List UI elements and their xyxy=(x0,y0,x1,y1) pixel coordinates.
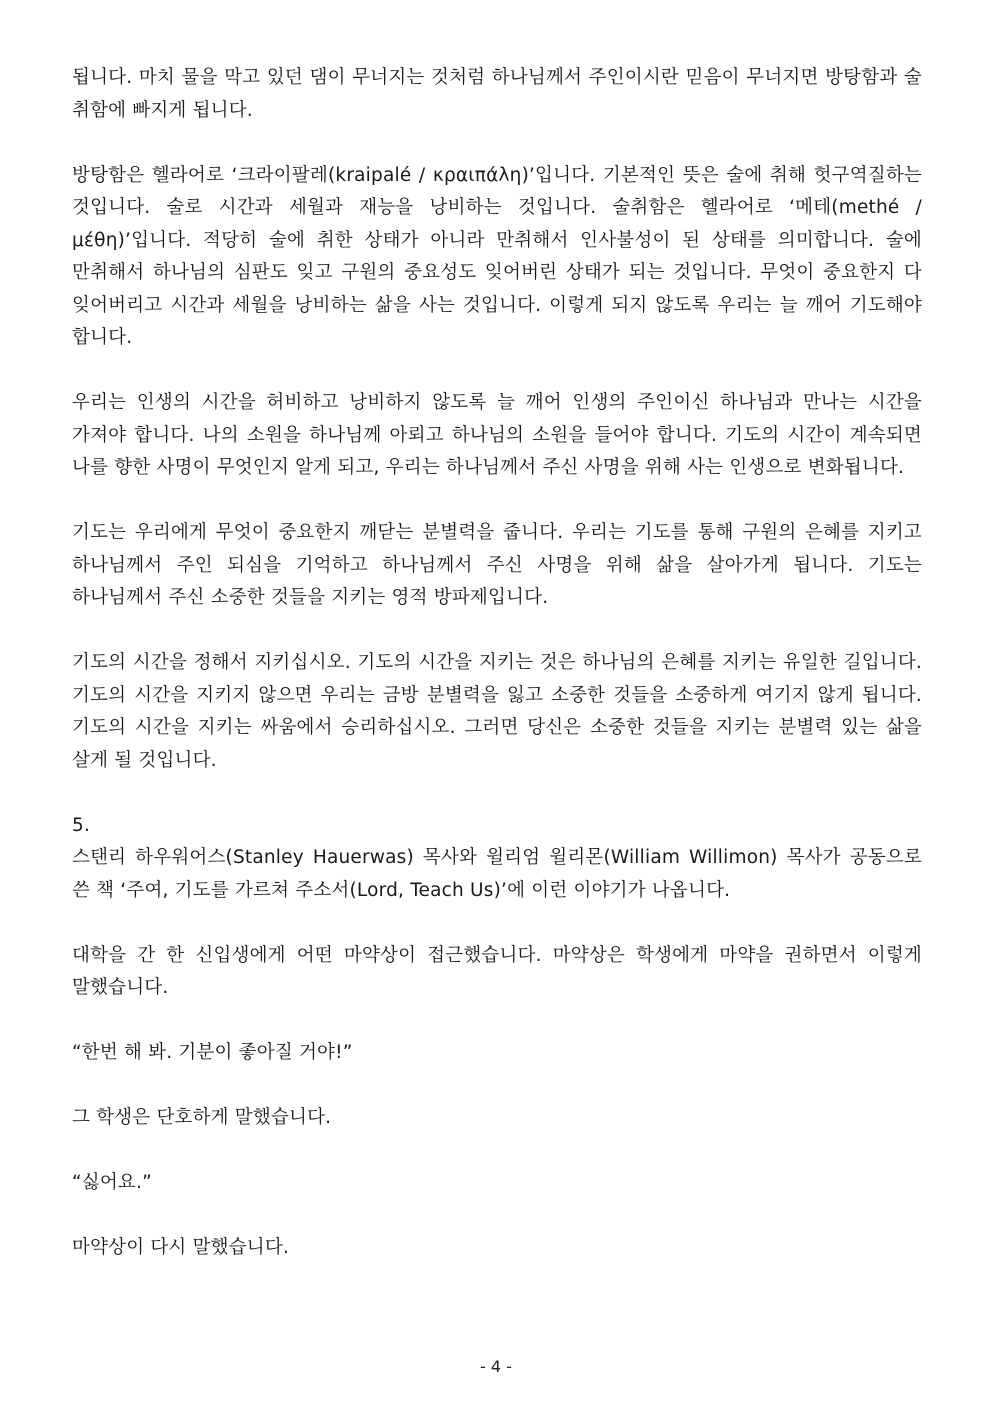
document-body xyxy=(72,62,922,1265)
paragraph: 그 학생은 단호하게 말했습니다. xyxy=(72,1107,332,1128)
paragraph: 마약상이 다시 말했습니다. xyxy=(72,1237,290,1258)
quote-paragraph: “한번 해 봐. 기분이 좋아질 거야!” xyxy=(72,1042,353,1063)
paragraph: 대학을 간 한 신입생에게 어떤 마약상이 접근했습니다. 마약상은 학생에게 마약을 권하면서 이렇게 말했습니다. xyxy=(72,944,922,998)
section-number: 5. xyxy=(72,814,91,836)
paragraph: 우리는 인생의 시간을 허비하고 낭비하지 않도록 늘 깨어 인생의 주인이신 하나님과 만나는 시간을 가져야 합니다. 나의 소원을 하나님께 아뢰고 하나님의 소원을 들어야 합니다. 기도의 시간이 계속되면 나를 향한 사명이 무엇인지 알게 되고, 우리는 하나님께서 주신 사명을 위해 사는 인생으로 변화됩니다. xyxy=(72,392,922,478)
paragraph: 방탕함은 헬라어로 ‘크라이팔레(kraipalé / κραιπάλη)’입니다. 기본적인 뜻은 술에 취해 헛구역질하는 것입니다. 술로 시간과 세월과 재능을 낭비하는 것입니다. 술취함은 헬라어로 ‘메테(methé / μέθη)’입니다. 적당히 술에 취한 상태가 아니라 만취해서 인사불성이 된 상태를 의미합니다. 술에 만취해서 하나님의 심판도 잊고 구원의 중요성도 잊어버린 상태가 되는 것입니다. 무엇이 중요한지 다 잊어버리고 시간과 세월을 낭비하는 삶을 사는 것입니다. 이렇게 되지 않도록 우리는 늘 깨어 기도해야 합니다. xyxy=(72,164,922,348)
paragraph: 기도는 우리에게 무엇이 중요한지 깨닫는 분별력을 줍니다. 우리는 기도를 통해 구원의 은혜를 지키고 하나님께서 주인 되심을 기억하고 하나님께서 주신 사명을 위해 삶을 살아가게 됩니다. 기도는 하나님께서 주신 소중한 것들을 지키는 영적 방파제입니다. xyxy=(72,522,922,608)
paragraph: 기도의 시간을 정해서 지키십시오. 기도의 시간을 지키는 것은 하나님의 은혜를 지키는 유일한 길입니다. 기도의 시간을 지키지 않으면 우리는 금방 분별력을 잃고 소중한 것들을 소중하게 여기지 않게 됩니다. 기도의 시간을 지키는 싸움에서 승리하십시오. 그러면 당신은 소중한 것들을 지키는 분별력 있는 삶을 살게 될 것입니다. xyxy=(72,652,922,771)
quote-paragraph: “싫어요.” xyxy=(72,1172,152,1193)
paragraph: 됩니다. 마치 물을 막고 있던 댐이 무너지는 것처럼 하나님께서 주인이시란 믿음이 무너지면 방탕함과 술 취함에 빠지게 됩니다. xyxy=(72,67,922,121)
paragraph: 스탠리 하우워어스(Stanley Hauerwas) 목사와 윌리엄 윌리몬(William Willimon) 목사가 공동으로 쓴 책 ‘주여, 기도를 가르쳐 주소서(Lord, Teach Us)’에 이런 이야기가 나옵니다. xyxy=(72,847,922,901)
page-number: - 4 - xyxy=(480,1357,512,1376)
